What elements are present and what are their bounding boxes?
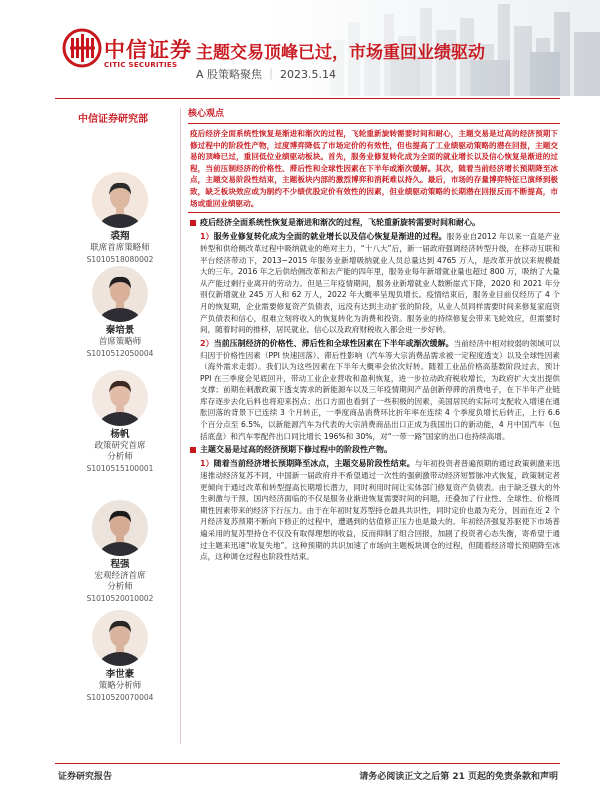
analyst-card: [60, 370, 180, 474]
footer-divider: [55, 763, 560, 764]
analyst-name: 裘翔: [110, 231, 130, 242]
analyst-name: 秦培景: [105, 325, 135, 336]
subpoint-heading: 服务业修复转化成为全面的就业增长以及信心恢复是渐进的过程。: [213, 232, 447, 242]
report-meta: [196, 66, 336, 82]
subpoint-text: 与年初投资者普遍预期的通过政策刺激来迅速推动经济复苏不同，中国新一届政府并不希望通过一次性的强刺激带动经济短暂脉冲式恢复，政策制定者更倾向于通过改革和转型提高长期增长潜力，同时利用时间让实体部门修复资产负债表。由于缺乏强大的外生刺激与干预，国内经济面临的不仅是服务业渐进恢复需要时间的问题，还叠加了行业性、全球性、价格周期性因素带来的经济下行压力。由于在年初时复苏型持仓最具共识性，同时定价也最为充分，因而在近 2 个月经济复苏预期不断向下修正的过程中，遭遇到的估值修正压力也是最大的。年初经济强复苏驱使下市场普遍采用的复苏型持仓不仅没有取得理想的收益，反而抑制了组合回报，加剧了投资者心态失衡，寄希望于通过主题来迅速“收复失地”。这种预期的共识加速了市场向主题板块调仓的过程，但随着经济增长预期降至冰点，这种调仓过程也阶段性结束。: [200, 459, 560, 562]
analyst-cert-number: S1010515100001: [86, 464, 154, 473]
footer-disclaimer: 请务必阅读正文之后第 21 页起的免责条款和声明: [359, 772, 558, 782]
logo-english-text: CITIC SECURITIES: [104, 61, 178, 69]
core-view-title: 核心观点: [188, 109, 225, 119]
sidebar-title: 中信证券研究部: [78, 114, 148, 125]
subpoint-text: 当前经济中相对较弱的领域可以归因于价格性因素（PPI 快速回落）、滞后性影响（汽车等大宗消费品需求被一定程度透支）以及全球性因素（海外需求走弱）。我们认为这些因素在下半年大概率会依次好转。随着工业品价格高基数阶段过去，预计 PPI 在三季度会见底回升，带动工业企业营收和盈利恢复，进一步拉动政府税收增长，为政府扩大支出提供支撑；前期在刺激政策下透支需求的新能源车以及三年疫情期间产品创新停滞的消费电子，在下半年产业链库存逐步去化后料也将迎来拐点；出口方面也看到了一些积极的因素，美国居民的实际可支配收入增速在通胀回落的背景下已连续 3 个月转正，一季度商品消费环比折年率在连续 4 个季度负增长后转正，上行 6.6 个百分点至 6.5%，以新能源汽车为代表的大宗消费商品出口正成为我国出口的新动能，4 月中国汽车（包括底盘）和汽车零配件出口同比增长 196%和 30%，对“一带一路”国家的出口也持续高增。: [200, 338, 560, 441]
core-view-bottom-rule: [188, 212, 560, 213]
analyst-cert-number: S1010520070004: [86, 693, 154, 702]
analyst-role: 宏观经济首席: [94, 571, 146, 581]
analyst-photo: [92, 370, 148, 426]
footer-label: 证券研究报告: [58, 772, 113, 782]
analyst-role: 策略分析师: [98, 681, 142, 691]
core-view-paragraph: 疫后经济全面系统性恢复是渐进和渐次的过程，飞轮重新旋转需要时间和耐心，主题交易是过高的经济预期下修过程中的阶段性产物，过度博弈降低了市场定价的有效性，但也提高了工业绩驱动策略的潜在回报，主题交易的顶峰已过，重回低位业绩驱动板块。首先，服务业修复转化成为全面的就业增长以及信心恢复是渐进的过程，当前压制经济的价格性、滞后性和全球性因素在下半年或渐次缓解。其次，随着当前经济增长预期降至冰点，主题交易阶段性结束，主题板块内部的激烈博弈和消耗难以持久。最后，市场的存量博弈特征已演绎到极致，缺乏板块效应或为制约不少绩优股定价有效性的因素，但业绩驱动策略的长期潜在回报反而不断提高，市场或重回业绩驱动。: [190, 129, 558, 208]
main-content: [188, 108, 560, 565]
analyst-role: 分析师: [107, 452, 133, 462]
bullet-square-icon: [190, 447, 196, 453]
body-paragraph: [188, 458, 560, 563]
subpoint-number: 1）: [200, 232, 214, 242]
subpoint-text: 服务业自2012 年以来一直是产业转型和供给侧改革过程中吸纳就业的绝对主力，“十八大”后，新一届政府强调经济转型升级，在移动互联和平台经济带动下，2013~2015 年服务业新增吸纳就业人员总量达到 4765 万人，是改革开放以来规模最大的三年。2016 年之后供给侧改革和去产能的四年里，服务业每年新增就业量也超过 800 万，吸纳了大量从产能过剩行业离开的劳动力。但是三年疫情期间，服务业新增就业人数断崖式下降，2020 和 2021 年分别仅新增就业 245 万人和 62 万人，2022 年大概率呈现负增长。疫情结束后，服务业目前仅经历了 4 个月的恢复期，企业需要修复资产负债表，远没有达到主动扩张的阶段，从业人员同样需要时间来修复家庭资产负债表和信心，很难立刻将收入的恢复转化为消费和投资。服务业的持续修复会带来飞轮效应，但需要时间，随着时间的推移，居民就业、信心以及政府财税收入都会进一步好转。: [200, 232, 560, 335]
subpoint-number: 2）: [200, 338, 214, 348]
analyst-cert-number: S1010520010002: [86, 594, 154, 603]
analyst-card: [60, 610, 180, 703]
analyst-card: [60, 172, 180, 265]
analyst-card: [60, 500, 180, 604]
analyst-role: 分析师: [107, 582, 133, 592]
analyst-name: 李世豪: [105, 669, 135, 680]
section-heading: 疫后经济全面系统性恢复是渐进和渐次的过程，飞轮重新旋转需要时间和耐心。: [188, 217, 560, 229]
analyst-photo: [92, 266, 148, 322]
report-series: A 股策略聚焦: [196, 68, 263, 81]
body-paragraph: [188, 338, 560, 443]
column-divider: [180, 108, 181, 744]
analyst-photo: [92, 500, 148, 556]
report-header: [0, 0, 600, 96]
analyst-card: [60, 266, 180, 359]
bullet-square-icon: [190, 220, 196, 226]
analyst-name: 程强: [110, 559, 130, 570]
analyst-photo: [92, 172, 148, 228]
analyst-photo: [92, 610, 148, 666]
analyst-role: 联席首席策略师: [90, 243, 150, 253]
analyst-cert-number: S1010512050004: [86, 349, 154, 358]
report-sections: [188, 217, 560, 563]
meta-separator: ｜: [265, 68, 277, 81]
section-heading: 主题交易是过高的经济预期下修过程中的阶段性产物。: [188, 444, 560, 456]
report-title: 主题交易顶峰已过，市场重回业绩驱动: [196, 43, 485, 63]
subpoint-heading: 随着当前经济增长预期降至冰点，主题交易阶段性结束。: [213, 459, 415, 469]
body-paragraph: [188, 231, 560, 336]
analyst-role: 首席策略师: [98, 337, 142, 347]
citic-logo-icon: [62, 28, 102, 68]
report-date: 2023.5.14: [280, 68, 337, 81]
analyst-role: 政策研究首席: [94, 441, 146, 451]
subpoint-number: 1）: [200, 459, 214, 469]
logo-chinese-text: 中信证券: [104, 38, 192, 62]
header-divider: [55, 98, 560, 99]
analyst-name: 杨帆: [110, 429, 130, 440]
subpoint-heading: 当前压制经济的价格性、滞后性和全球性因素在下半年或渐次缓解。: [213, 338, 454, 348]
analyst-cert-number: S1010518080002: [86, 255, 154, 264]
core-view-top-rule: [188, 123, 560, 124]
